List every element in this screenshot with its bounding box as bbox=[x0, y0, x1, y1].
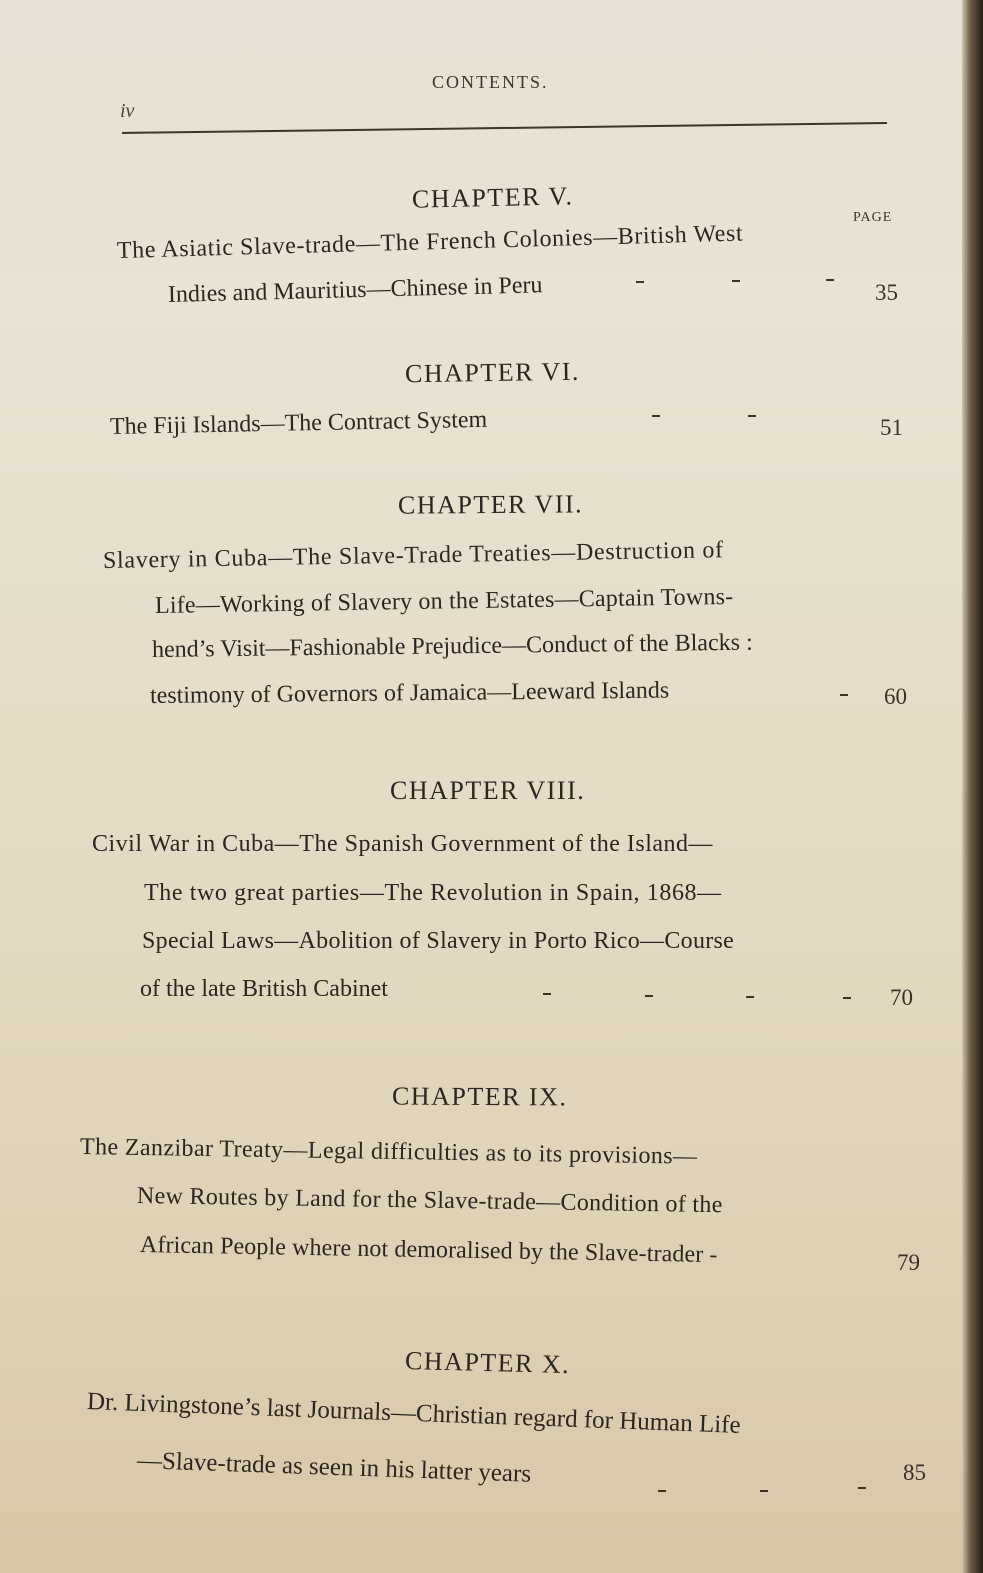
leader-dash bbox=[645, 995, 653, 997]
leader-dash bbox=[636, 281, 644, 283]
leader-dash bbox=[858, 1487, 866, 1489]
page-column-label: PAGE bbox=[853, 210, 893, 225]
page-edge-shadow bbox=[962, 0, 983, 1573]
leader-dash bbox=[748, 415, 756, 417]
chapter-title: CHAPTER VI. bbox=[404, 356, 581, 389]
chapter-line: The Fiji Islands—The Contract System bbox=[109, 406, 488, 440]
page-number: 70 bbox=[890, 985, 913, 1010]
chapter-line: of the late British Cabinet bbox=[140, 976, 388, 1002]
chapter-line: Life—Working of Slavery on the Estates—Captain Towns- bbox=[154, 583, 734, 619]
leader-dash bbox=[652, 415, 660, 417]
running-head: CONTENTS. bbox=[432, 72, 549, 92]
leader-dash bbox=[826, 279, 834, 281]
page-number: 60 bbox=[884, 684, 907, 709]
chapter-line: Special Laws—Abolition of Slavery in Porto Rico—Course bbox=[142, 928, 735, 954]
chapter-line: Dr. Livingstone’s last Journals—Christian regard for Human Life bbox=[86, 1388, 742, 1439]
page-number: 51 bbox=[880, 415, 903, 440]
page-number: 85 bbox=[903, 1460, 926, 1485]
leader-dash bbox=[732, 280, 740, 282]
chapter-line: —Slave-trade as seen in his latter years bbox=[136, 1447, 532, 1488]
chapter-line: Slavery in Cuba—The Slave-Trade Treaties—Destruction of bbox=[102, 537, 724, 574]
chapter-line: testimony of Governors of Jamaica—Leeward Islands bbox=[149, 677, 670, 709]
chapter-line: African People where not demoralised by the Slave-trader - bbox=[139, 1232, 718, 1269]
leader-dash bbox=[543, 993, 551, 995]
chapter-title: CHAPTER VIII. bbox=[390, 776, 586, 805]
leader-dash bbox=[843, 997, 851, 999]
chapter-line: Indies and Mauritius—Chinese in Peru bbox=[167, 272, 543, 308]
chapter-line: The two great parties—The Revolution in Spain, 1868— bbox=[144, 880, 722, 906]
chapter-line: Civil War in Cuba—The Spanish Government of the Island— bbox=[92, 831, 714, 857]
chapter-line: The Zanzibar Treaty—Legal difficulties as to its provisions— bbox=[79, 1134, 698, 1170]
leader-dash bbox=[760, 1490, 768, 1492]
page-number: 35 bbox=[875, 280, 898, 305]
chapter-line: The Asiatic Slave-trade—The French Colonies—British West bbox=[116, 220, 744, 264]
leader-dash bbox=[658, 1490, 666, 1492]
leader-dash bbox=[746, 996, 754, 998]
page-number: 79 bbox=[897, 1250, 920, 1275]
leader-dash bbox=[840, 694, 848, 696]
chapter-title: CHAPTER V. bbox=[411, 181, 574, 214]
chapter-line: hend’s Visit—Fashionable Prejudice—Conduct of the Blacks : bbox=[151, 629, 753, 663]
chapter-title: CHAPTER X. bbox=[404, 1345, 571, 1380]
header-rule bbox=[122, 122, 887, 134]
chapter-title: CHAPTER VII. bbox=[397, 489, 584, 520]
chapter-title: CHAPTER IX. bbox=[391, 1081, 568, 1112]
page-folio: iv bbox=[120, 100, 135, 122]
chapter-line: New Routes by Land for the Slave-trade—Condition of the bbox=[136, 1183, 723, 1219]
